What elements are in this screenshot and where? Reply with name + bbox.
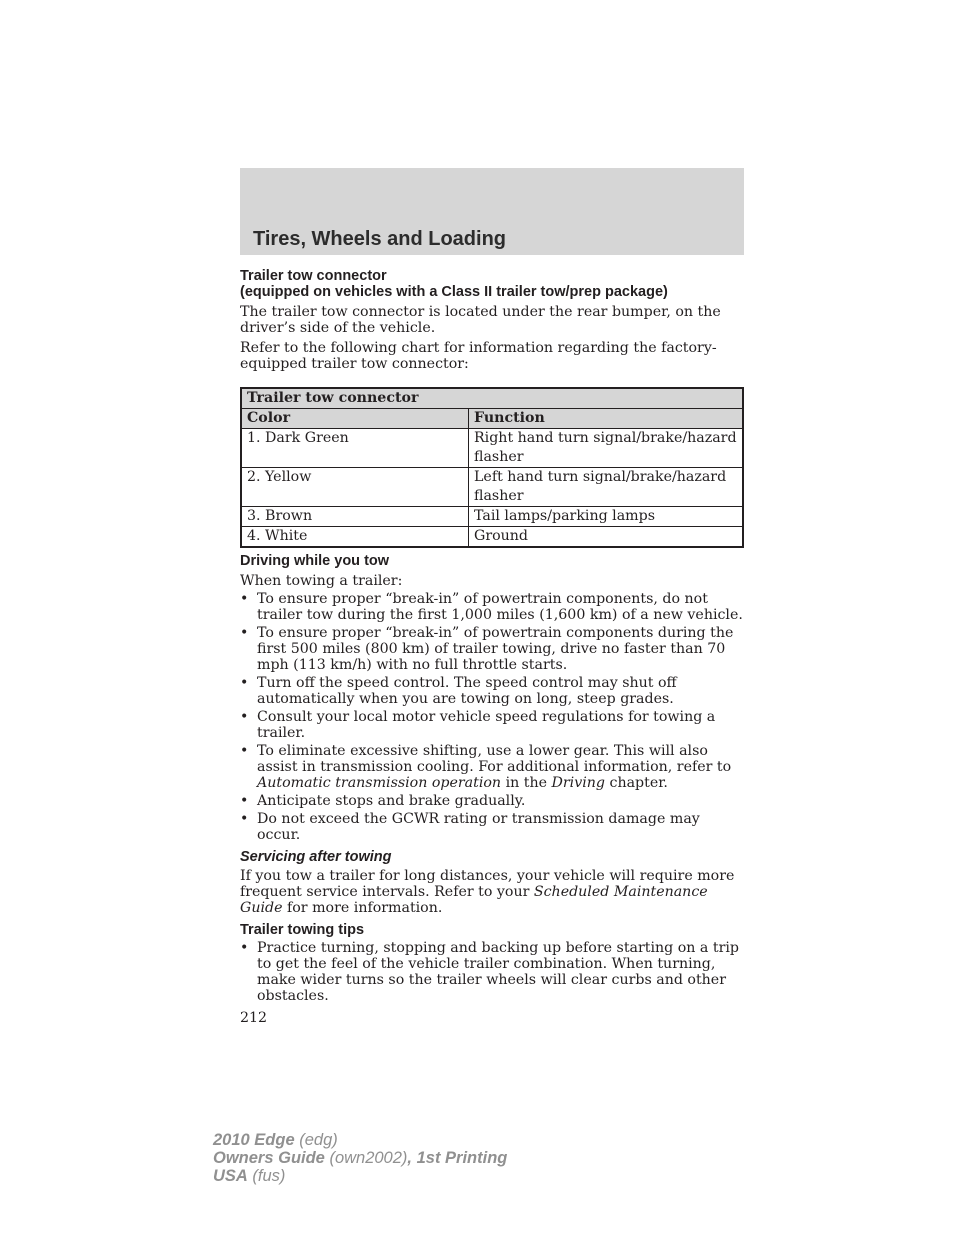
- list-item-text: Consult your local motor vehicle speed regulations for towing a trailer.: [257, 709, 716, 741]
- list-item: [240, 709, 744, 741]
- footer-line-market: [213, 1167, 507, 1185]
- bullet-icon: •: [240, 625, 249, 641]
- list-item: [240, 811, 744, 843]
- list-item-text: To ensure proper “break-in” of powertrain components during the first 500 miles (800 km) of trailer towing, drive no faster than 70 mph (113 km/h) with no full throttle starts.: [257, 625, 734, 673]
- list-item-text: Turn off the speed control. The speed control may shut off automatically when you are towing on long, steep grades.: [257, 675, 677, 707]
- document-footer: [213, 1131, 507, 1185]
- cell-color: 2. Yellow: [241, 468, 469, 507]
- list-item-text: To eliminate excessive shifting, use a lower gear. This will also assist in transmission cooling. For additional information, refer to: [257, 743, 732, 775]
- cell-function: Left hand turn signal/brake/hazard flasher: [469, 468, 744, 507]
- paragraph-connector-location: The trailer tow connector is located under the rear bumper, on the driver’s side of the vehicle.: [240, 304, 721, 336]
- list-item: [240, 675, 744, 707]
- table-row: [241, 468, 743, 507]
- section-heading-trailer-towing-tips: Trailer towing tips: [240, 922, 365, 938]
- list-item-text: Do not exceed the GCWR rating or transmission damage may occur.: [257, 811, 700, 843]
- table-row: [241, 429, 743, 468]
- table-row: [241, 507, 743, 527]
- footer-line-guide: [213, 1149, 507, 1167]
- list-item: [240, 793, 744, 809]
- cross-reference-maintenance-guide: Scheduled Maintenance Guide: [240, 884, 708, 916]
- column-header-function: Function: [469, 409, 744, 429]
- cell-function: Tail lamps/parking lamps: [469, 507, 744, 527]
- section-subheading-equipment-note: (equipped on vehicles with a Class II trailer tow/prep package): [240, 284, 668, 300]
- footer-market: USA: [213, 1167, 248, 1185]
- cell-color: 1. Dark Green: [241, 429, 469, 468]
- footer-market-code: (fus): [247, 1167, 286, 1185]
- paragraph-servicing: [240, 868, 744, 916]
- footer-printing: , 1st Printing: [407, 1149, 508, 1167]
- paragraph-chart-reference: Refer to the following chart for information regarding the factory-equipped trailer tow connector:: [240, 340, 717, 372]
- trailer-connector-table: [240, 387, 744, 548]
- tips-bullet-list: [240, 940, 744, 1004]
- bullet-icon: •: [240, 940, 249, 956]
- cell-color: 4. White: [241, 527, 469, 548]
- table-header-row: [241, 409, 743, 429]
- chapter-header-band: [240, 168, 744, 255]
- list-item-text: Anticipate stops and brake gradually.: [257, 793, 526, 809]
- table-title: Trailer tow connector: [241, 388, 743, 409]
- footer-guide-name: Owners Guide: [213, 1149, 325, 1167]
- column-header-color: Color: [241, 409, 469, 429]
- table-title-row: [241, 388, 743, 409]
- list-item: [240, 743, 744, 791]
- bullet-icon: •: [240, 743, 249, 759]
- cross-reference-driving-chapter: Driving: [551, 775, 605, 791]
- cell-function: Ground: [469, 527, 744, 548]
- section-heading-servicing-after-towing: Servicing after towing: [240, 849, 392, 865]
- paragraph-text: If you tow a trailer for long distances, your vehicle will require more frequent service intervals. Refer to your: [240, 868, 735, 900]
- chapter-title: Tires, Wheels and Loading: [253, 228, 507, 250]
- paragraph-towing-intro: When towing a trailer:: [240, 573, 403, 589]
- list-item-text: in the: [501, 775, 552, 791]
- footer-guide-code: (own2002): [324, 1149, 408, 1167]
- list-item: [240, 625, 744, 673]
- bullet-icon: •: [240, 793, 249, 809]
- bullet-icon: •: [240, 675, 249, 691]
- paragraph-text: for more information.: [282, 900, 443, 916]
- bullet-icon: •: [240, 709, 249, 725]
- page-content: [240, 268, 744, 1026]
- footer-line-model: [213, 1131, 507, 1149]
- list-item-text: chapter.: [604, 775, 668, 791]
- bullet-icon: •: [240, 591, 249, 607]
- footer-model-name: 2010 Edge: [213, 1131, 295, 1149]
- section-heading-driving-while-you-tow: Driving while you tow: [240, 553, 390, 569]
- cell-color: 3. Brown: [241, 507, 469, 527]
- list-item: [240, 940, 744, 1004]
- list-item-text: To ensure proper “break-in” of powertrain components, do not trailer tow during the first 1,000 miles (1,600 km) of a new vehicle.: [257, 591, 743, 623]
- page-number: 212: [240, 1010, 268, 1026]
- footer-model-code: (edg): [294, 1131, 338, 1149]
- cross-reference-automatic-transmission: Automatic transmission operation: [257, 775, 502, 791]
- list-item: [240, 591, 744, 623]
- section-heading-trailer-tow-connector: Trailer tow connector: [240, 268, 387, 284]
- bullet-icon: •: [240, 811, 249, 827]
- towing-bullet-list: [240, 591, 744, 843]
- cell-function: Right hand turn signal/brake/hazard flasher: [469, 429, 744, 468]
- list-item-text: Practice turning, stopping and backing up before starting on a trip to get the feel of the vehicle trailer combination. When turning, make wider turns so the trailer wheels will clear curbs and other obstacles.: [257, 940, 739, 1004]
- table-row: [241, 527, 743, 548]
